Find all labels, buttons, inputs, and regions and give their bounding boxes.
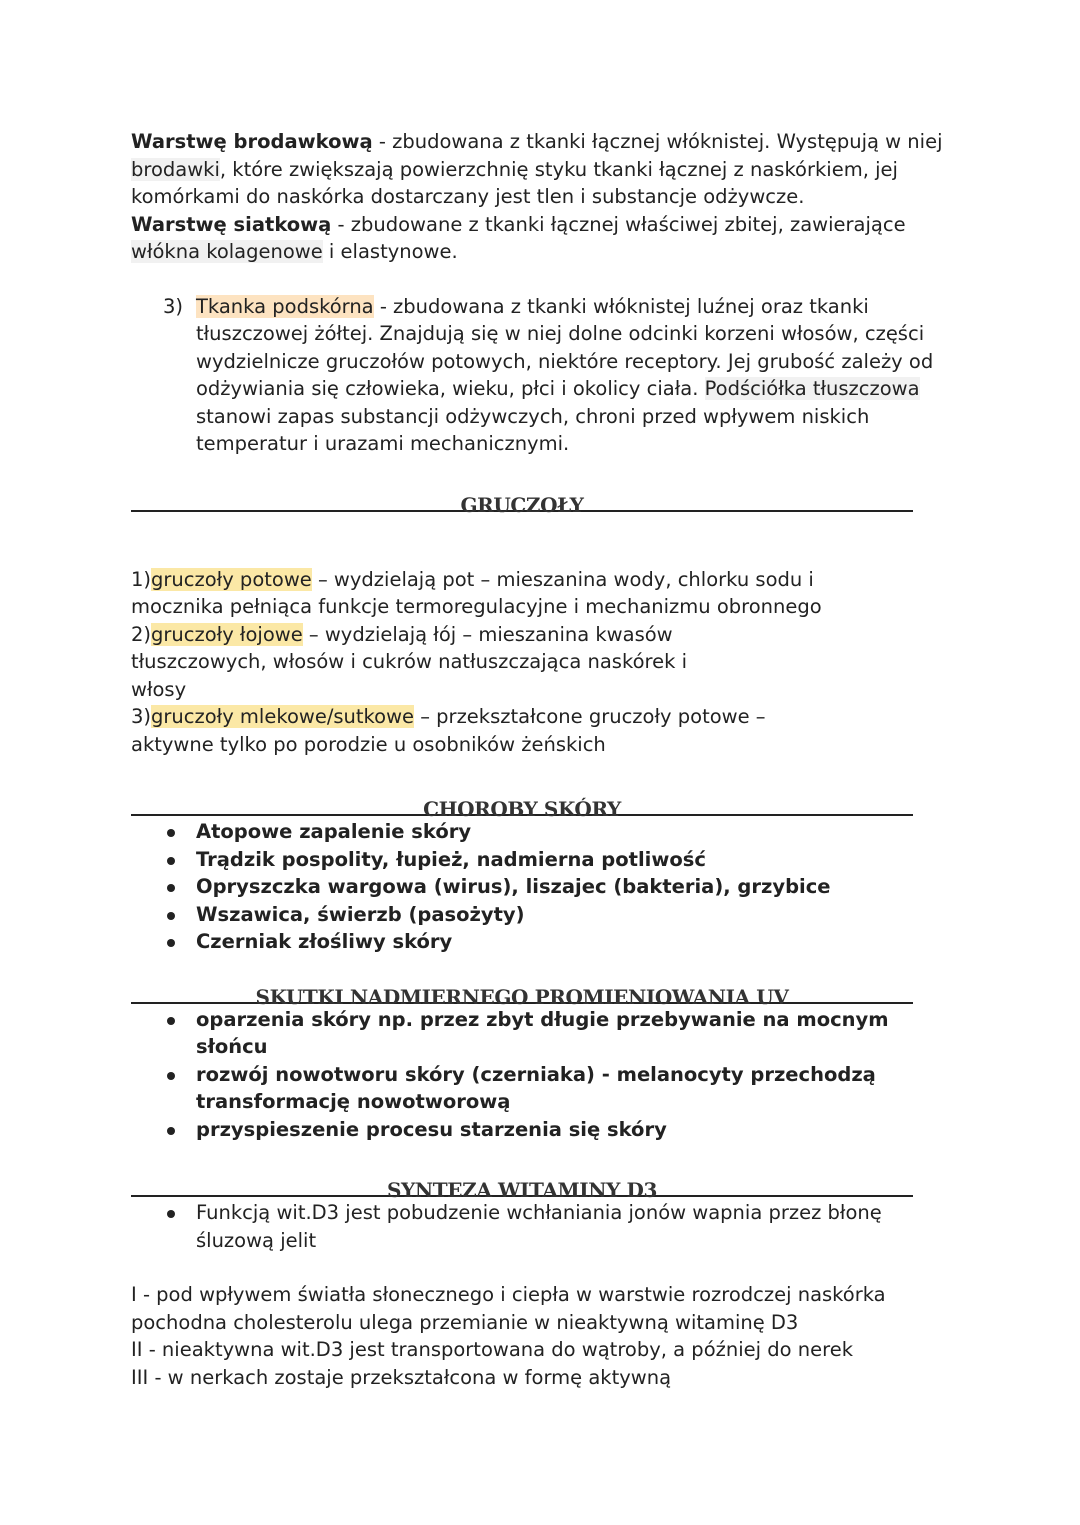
gruczoly-lojowe-text: – wydzielają łój – mieszanina kwasów tłuszczowych, włosów i cukrów natłuszczająca naskórek i włosy bbox=[131, 622, 687, 701]
d3-heading bbox=[131, 1169, 913, 1202]
choroby-list bbox=[131, 818, 951, 956]
warstwa-siatkowa-text: - zbudowane z tkanki łącznej właściwej zbitej, zawierające bbox=[331, 212, 906, 236]
list-item: Opryszczka wargowa (wirus), liszajec (bakteria), grzybice bbox=[131, 873, 951, 901]
item-number: 3) bbox=[131, 705, 152, 728]
d3-step: III - w nerkach zostaje przekształcona w formę aktywną bbox=[131, 1365, 672, 1389]
gruczoly-heading-text: GRUCZOŁY bbox=[460, 492, 584, 517]
bullet-icon bbox=[167, 829, 175, 837]
bullet-icon bbox=[167, 1017, 175, 1025]
list-item: Funkcją wit.D3 jest pobudzenie wchłaniania jonów wapnia przez błonę śluzową jelit bbox=[131, 1199, 921, 1254]
warstwa-siatkowa-term: Warstwę siatkową bbox=[131, 212, 332, 236]
gruczoly-item bbox=[131, 621, 731, 704]
item-number: 2) bbox=[131, 622, 152, 646]
tkanka-podskorna-text-2: stanowi zapas substancji odżywczych, chroni przed wpływem niskich temperatur i urazami mechanicznymi. bbox=[196, 404, 870, 455]
gruczoly-mlekowe-term: gruczoły mlekowe/sutkowe bbox=[151, 705, 415, 728]
warstwa-brodawkowa-term: Warstwę brodawkową bbox=[131, 130, 373, 153]
gruczoly-potowe-text: – wydzielają pot – mieszanina wody, chlorku sodu i mocznika pełniąca funkcje termoregulacyjne i mechanizmu obronnego bbox=[131, 567, 822, 618]
podsciolka-highlight: Podściółka tłuszczowa bbox=[704, 377, 920, 400]
warstwa-brodawkowa-text-2: , które zwiększają powierzchnię styku tkanki łącznej z naskórkiem, jej komórkami do naskórka dostarczany jest tlen i substancje odżywcze. bbox=[131, 157, 898, 208]
tkanka-podskorna-item bbox=[131, 293, 951, 458]
uv-heading-text: SKUTKI NADMIERNEGO PROMIENIOWANIA UV bbox=[255, 984, 789, 1009]
gruczoly-mlekowe-text: – przekształcone gruczoły potowe – aktywne tylko po porodzie u osobników żeńskich bbox=[131, 705, 766, 756]
item-number: 3) bbox=[163, 294, 184, 318]
gruczoly-item bbox=[131, 703, 811, 758]
warstwa-brodawkowa-paragraph bbox=[131, 128, 951, 211]
list-item: Atopowe zapalenie skóry bbox=[131, 818, 951, 846]
list-item: przyspieszenie procesu starzenia się skóry bbox=[131, 1116, 941, 1144]
bullet-icon bbox=[167, 1127, 175, 1135]
bullet-icon bbox=[167, 939, 175, 947]
d3-heading-text: SYNTEZA WITAMINY D3 bbox=[386, 1178, 657, 1202]
bullet-icon bbox=[167, 1072, 175, 1080]
list-item: oparzenia skóry np. przez zbyt długie przebywanie na mocnym słońcu bbox=[131, 1006, 941, 1061]
choroby-heading-text: CHOROBY SKÓRY bbox=[423, 797, 621, 821]
gruczoly-lojowe-term: gruczoły łojowe bbox=[151, 622, 303, 646]
bullet-icon bbox=[167, 857, 175, 865]
gruczoly-heading bbox=[131, 484, 913, 517]
list-item: Czerniak złośliwy skóry bbox=[131, 928, 951, 956]
d3-list bbox=[131, 1199, 921, 1254]
uv-list bbox=[131, 1006, 941, 1144]
wlokna-highlight: włókna kolagenowe bbox=[131, 240, 323, 263]
tkanka-podskorna-term: Tkanka podskórna bbox=[196, 294, 374, 318]
warstwa-brodawkowa-text: - zbudowana z tkanki łącznej włóknistej. Występują w niej bbox=[372, 130, 943, 153]
list-item: Wszawica, świerzb (pasożyty) bbox=[131, 901, 951, 929]
gruczoly-item bbox=[131, 566, 881, 621]
bullet-icon bbox=[167, 884, 175, 892]
list-item: Trądzik pospolity, łupież, nadmierna potliwość bbox=[131, 846, 951, 874]
document-page bbox=[131, 128, 951, 1391]
brodawki-highlight: brodawki bbox=[131, 157, 220, 181]
d3-steps bbox=[131, 1281, 941, 1391]
uv-heading bbox=[131, 976, 913, 1009]
gruczoly-potowe-term: gruczoły potowe bbox=[151, 567, 312, 591]
choroby-heading bbox=[131, 788, 913, 821]
tkanka-podskorna-text: - zbudowana z tkanki włóknistej luźnej oraz tkanki tłuszczowej żółtej. Znajdują się w niej dolne odcinki korzeni włosów, części wydzielnicze gruczołów potowych, niektóre receptory. Jej grubość zależy od odżywiania się człowieka, wieku, płci i okolicy ciała. bbox=[196, 294, 934, 400]
bullet-icon bbox=[167, 1210, 175, 1218]
list-item: rozwój nowotworu skóry (czerniaka) - melanocyty przechodzą transformację nowotworową bbox=[131, 1061, 906, 1116]
d3-step: I - pod wpływem światła słonecznego i ciepła w warstwie rozrodczej naskórka pochodna cholesterolu ulega przemianie w nieaktywną witaminę D3 bbox=[131, 1283, 886, 1334]
warstwa-siatkowa-end: i elastynowe. bbox=[322, 240, 458, 263]
warstwa-siatkowa-paragraph bbox=[131, 211, 951, 266]
d3-step: II - nieaktywna wit.D3 jest transportowana do wątroby, a później do nerek bbox=[131, 1338, 853, 1361]
gruczoly-list bbox=[131, 566, 881, 759]
bullet-icon bbox=[167, 912, 175, 920]
item-number: 1) bbox=[131, 567, 152, 591]
